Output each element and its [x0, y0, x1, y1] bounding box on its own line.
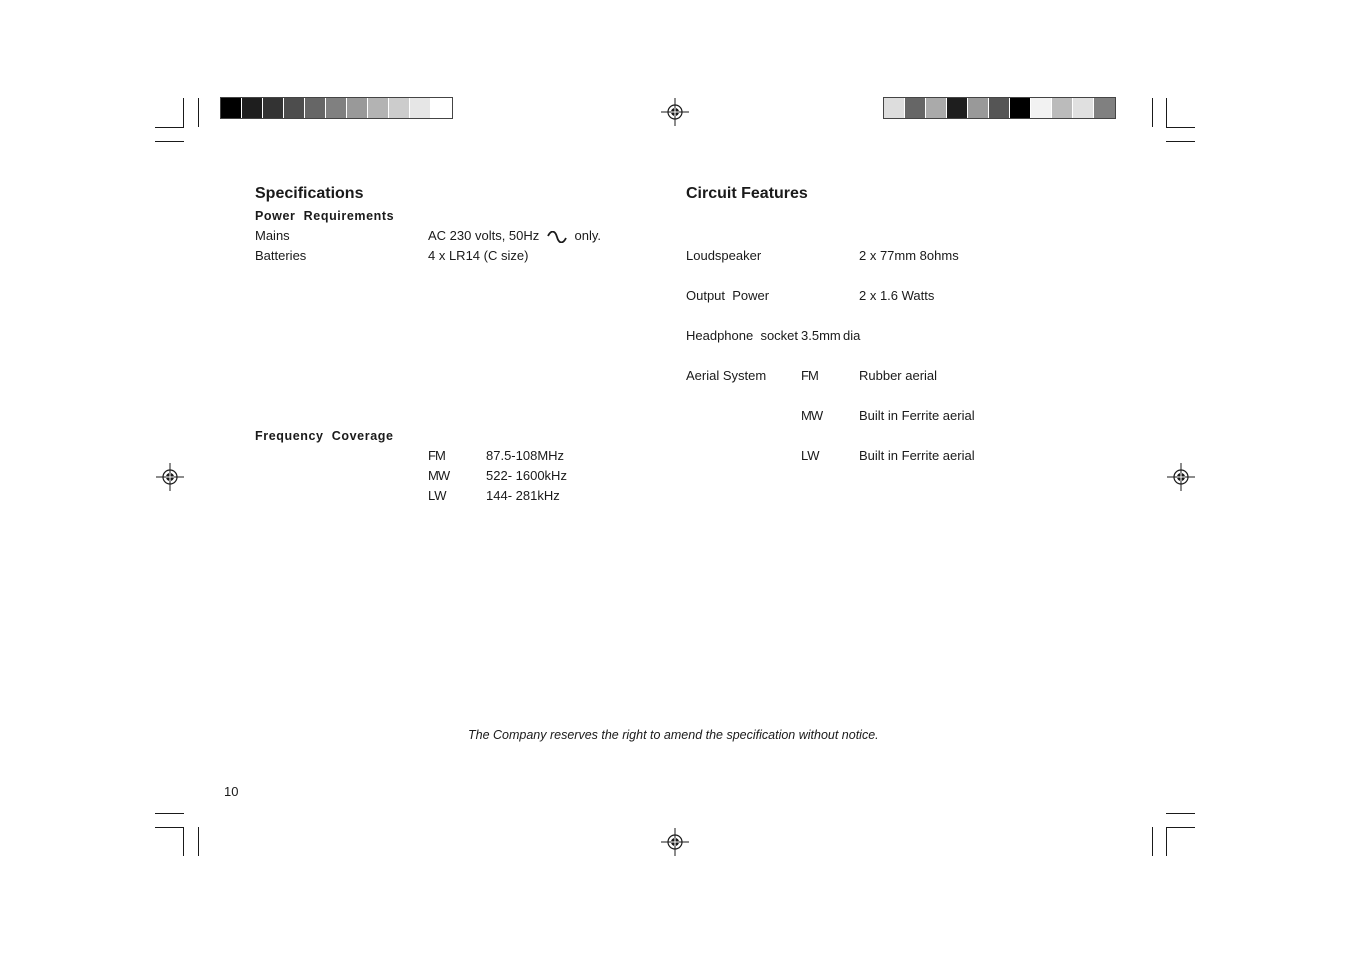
frequency-band-mw: MW — [428, 468, 450, 483]
batteries-value: 4 x LR14 (C size) — [428, 248, 529, 263]
frequency-band-lw: LW — [428, 488, 447, 503]
aerial-system-label: Aerial System — [686, 368, 767, 383]
output-power-label: Output Power — [686, 288, 770, 303]
aerial-value-lw: Built in Ferrite aerial — [859, 448, 975, 463]
registration-mark-top-icon — [661, 98, 689, 126]
color-swatch — [263, 98, 284, 118]
color-swatch — [1010, 98, 1031, 118]
headphone-socket-unit: dia — [843, 328, 861, 343]
headphone-socket-label: Headphone socket — [686, 328, 799, 343]
color-swatch — [410, 98, 431, 118]
mains-suffix: only. — [574, 228, 602, 243]
color-swatch — [326, 98, 347, 118]
aerial-band-lw: LW — [801, 448, 820, 463]
frequency-range-mw: 522- 1600kHz — [486, 468, 567, 483]
color-swatch — [1052, 98, 1073, 118]
color-swatch — [947, 98, 968, 118]
mains-value-row — [428, 228, 601, 244]
specification-notice: The Company reserves the right to amend the specification without notice. — [468, 728, 879, 742]
specifications-title: Specifications — [255, 185, 364, 202]
frequency-range-fm: 87.5-108MHz — [486, 448, 565, 463]
registration-mark-left-icon — [156, 463, 184, 491]
registration-mark-bottom-icon — [661, 828, 689, 856]
aerial-band-mw: MW — [801, 408, 823, 423]
batteries-label: Batteries — [255, 248, 307, 263]
aerial-value-fm: Rubber aerial — [859, 368, 938, 383]
aerial-band-fm: FM — [801, 368, 818, 383]
frequency-coverage-heading: Frequency Coverage — [255, 429, 394, 443]
loudspeaker-value: 2 x 77mm 8ohms — [859, 248, 959, 263]
ac-sine-icon — [547, 231, 567, 243]
color-swatch — [926, 98, 947, 118]
aerial-value-mw: Built in Ferrite aerial — [859, 408, 975, 423]
color-swatch — [368, 98, 389, 118]
color-swatch — [347, 98, 368, 118]
mains-value: AC 230 volts, 50Hz — [428, 228, 540, 243]
color-swatch — [284, 98, 305, 118]
mains-label: Mains — [255, 228, 290, 243]
color-swatch — [905, 98, 926, 118]
frequency-range-lw: 144- 281kHz — [486, 488, 560, 503]
output-power-value: 2 x 1.6 Watts — [859, 288, 935, 303]
color-swatch — [431, 98, 452, 118]
color-swatch — [968, 98, 989, 118]
registration-mark-right-icon — [1167, 463, 1195, 491]
frequency-band-fm: FM — [428, 448, 445, 463]
color-swatch — [884, 98, 905, 118]
color-swatch — [221, 98, 242, 118]
circuit-features-title: Circuit Features — [686, 185, 808, 202]
power-requirements-heading: Power Requirements — [255, 209, 395, 223]
color-swatch — [1073, 98, 1094, 118]
loudspeaker-label: Loudspeaker — [686, 248, 762, 263]
color-swatch — [1031, 98, 1052, 118]
headphone-socket-value: 3.5mm — [801, 328, 841, 343]
color-swatch — [989, 98, 1010, 118]
color-swatch — [305, 98, 326, 118]
color-swatch — [1094, 98, 1115, 118]
color-bar-left — [220, 97, 453, 119]
color-swatch — [242, 98, 263, 118]
color-bar-right — [883, 97, 1116, 119]
page-number: 10 — [224, 784, 239, 799]
color-swatch — [389, 98, 410, 118]
